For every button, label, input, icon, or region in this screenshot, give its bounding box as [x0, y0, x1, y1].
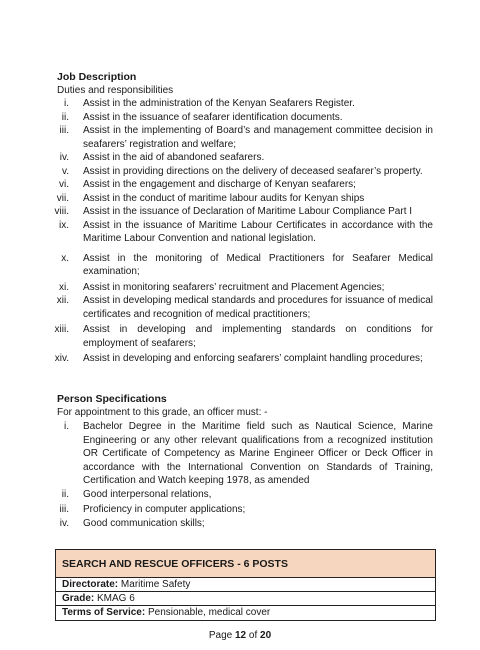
position-summary-box — [55, 549, 436, 621]
list-item: iv. Assist in the aid of abandoned seafarers. — [59, 152, 265, 163]
directorate-row — [56, 578, 435, 592]
of-label: of — [248, 630, 258, 641]
list-item: xiii. Assist in developing and implementing standards on conditions for employment of seafarers; — [54, 324, 433, 349]
page-number: 12 — [234, 630, 247, 641]
list-item: xii. Assist in developing medical standards and procedures for issuance of medical certificates and recognition of medical practitioners; — [56, 295, 433, 320]
directorate-label: Directorate: — [62, 579, 119, 590]
duties-subheading: Duties and responsibilities — [57, 85, 174, 96]
position-title: SEARCH AND RESCUE OFFICERS - 6 POSTS — [56, 550, 435, 578]
list-item: ii. Assist in the issuance of seafarer identification documents. — [61, 111, 343, 123]
grade-label: Grade: — [62, 593, 95, 604]
list-item: xiv. Assist in developing and enforcing seafarers’ complaint handling procedures; — [54, 353, 423, 364]
terms-value: Pensionable, medical cover — [147, 607, 271, 618]
duties-list — [53, 97, 433, 366]
specifications-list — [53, 420, 433, 530]
terms-row — [56, 606, 435, 620]
specifications-intro: For appointment to this grade, an officer must: - — [57, 407, 268, 418]
list-item: i. Bachelor Degree in the Maritime field such as Nautical Science, Marine Engineering or any other relevant qualifications from a recognized institution OR Certificate of Competency as Marine Engineer Officer or Deck Officer in accordance with the International Convention on Standards of Training, Certification and Watch keeping 1978, as amended — [64, 421, 433, 486]
person-specifications-heading: Person Specifications — [57, 393, 167, 405]
list-item: x. Assist in the monitoring of Medical Practitioners for Seafarer Medical examination; — [61, 252, 433, 277]
list-item: ix. Assist in the issuance of Maritime Labour Certificates in accordance with the Maritime Labour Convention and national legislation. — [59, 219, 433, 244]
total-pages: 20 — [260, 630, 272, 641]
list-item: ii. Good interpersonal relations, — [61, 488, 212, 500]
page-label: Page — [208, 630, 233, 641]
list-item: i. Assist in the administration of the Kenyan Seafarers Register. — [64, 98, 355, 109]
job-description-heading: Job Description — [57, 71, 137, 83]
terms-label: Terms of Service: — [62, 607, 146, 618]
list-item: v. Assist in providing directions on the delivery of deceased seafarer’s property. — [61, 165, 423, 177]
directorate-value: Maritime Safety — [120, 579, 191, 590]
list-item: iv. Good communication skills; — [59, 517, 205, 529]
list-item: viii. Assist in the issuance of Declaration of Maritime Labour Compliance Part I — [54, 206, 413, 217]
grade-row — [56, 592, 435, 606]
grade-value: KMAG 6 — [97, 593, 135, 604]
list-item: iii. Proficiency in computer applications; — [59, 504, 246, 515]
list-item: vi. Assist in the engagement and discharge of Kenyan seafarers; — [59, 179, 356, 190]
list-item: iii. Assist in the implementing of Board’s and management committee decision in seafarers’ registration and welfare; — [59, 125, 433, 150]
page-footer — [0, 630, 480, 641]
list-item: vii. Assist in the conduct of maritime labour audits for Kenyan ships — [56, 192, 365, 204]
list-item: xi. Assist in monitoring seafarers’ recruitment and Placement Agencies; — [59, 281, 385, 293]
